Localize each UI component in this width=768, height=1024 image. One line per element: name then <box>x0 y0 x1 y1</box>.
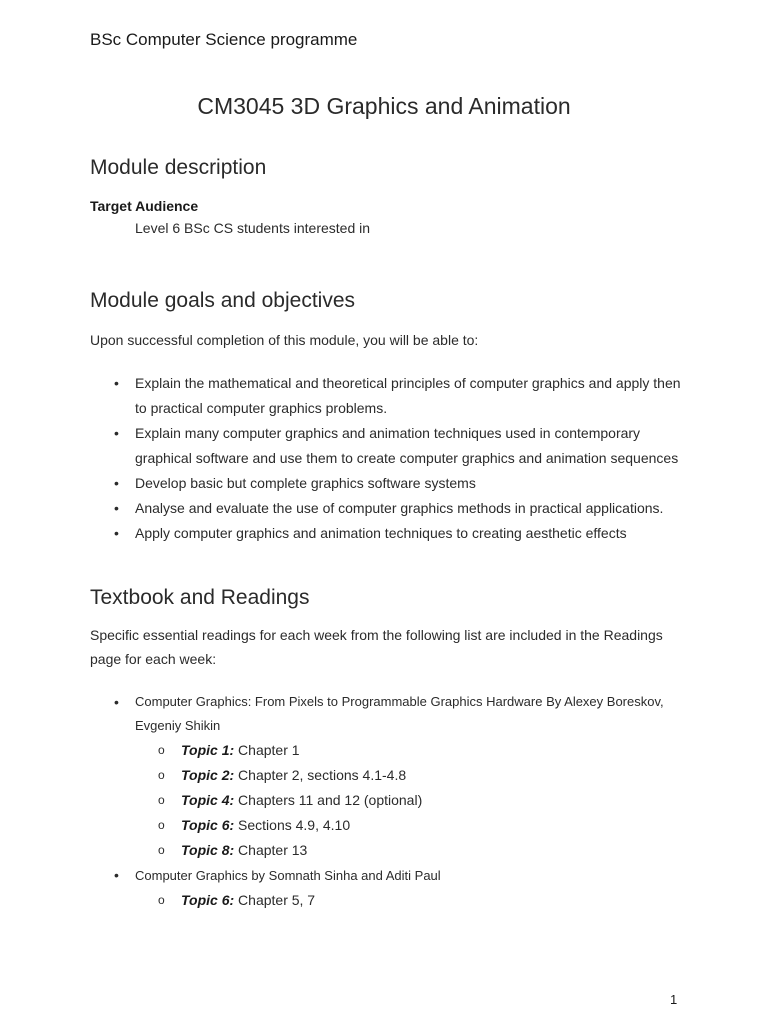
readings-intro: Specific essential readings for each week from the following list are included in the Readings page for each week: <box>90 627 663 667</box>
bullet-marker: • <box>114 694 119 710</box>
list-item <box>90 863 690 888</box>
page-number: 1 <box>670 992 678 1007</box>
list-item <box>90 496 690 521</box>
list-item <box>90 813 690 838</box>
sub-bullet-marker: o <box>158 743 165 757</box>
topic-text: Sections 4.9, 4.10 <box>234 817 351 833</box>
list-item <box>90 371 690 421</box>
goals-list <box>90 371 690 546</box>
topic-label: Topic 1: <box>181 742 235 758</box>
topic-label: Topic 8: <box>181 842 235 858</box>
target-audience-block <box>90 195 370 239</box>
readings-heading: Textbook and Readings <box>90 586 310 609</box>
bullet-marker: • <box>114 525 119 541</box>
book-title: Computer Graphics by Somnath Sinha and Aditi Paul <box>135 868 441 883</box>
sub-bullet-marker: o <box>158 818 165 832</box>
list-item <box>90 888 690 913</box>
topic-label: Topic 2: <box>181 767 235 783</box>
topic-text: Chapter 5, 7 <box>234 892 316 908</box>
bullet-marker: • <box>114 375 119 391</box>
topic-label: Topic 6: <box>181 892 235 908</box>
goal-text: Develop basic but complete graphics software systems <box>135 475 476 491</box>
book-topics-list <box>90 888 690 913</box>
topic-label: Topic 4: <box>181 792 235 808</box>
list-item <box>90 690 690 738</box>
list-item <box>90 738 690 863</box>
document-title: CM3045 3D Graphics and Animation <box>197 93 571 119</box>
list-item <box>90 763 690 788</box>
goal-text: Explain the mathematical and theoretical principles of computer graphics and apply then to practical computer graphics problems. <box>135 375 681 416</box>
list-item <box>90 788 690 813</box>
topic-text: Chapter 1 <box>234 742 300 758</box>
list-item <box>90 888 690 913</box>
topic-text: Chapter 2, sections 4.1-4.8 <box>234 767 407 783</box>
list-item <box>90 738 690 763</box>
goals-intro: Upon successful completion of this module, you will be able to: <box>90 332 479 348</box>
bullet-marker: • <box>114 425 119 441</box>
list-item <box>90 838 690 863</box>
target-audience-text: Level 6 BSc CS students interested in <box>135 220 371 236</box>
bullet-marker: • <box>114 475 119 491</box>
goal-text: Analyse and evaluate the use of computer graphics methods in practical applications. <box>135 500 664 516</box>
book-title: Computer Graphics: From Pixels to Programmable Graphics Hardware By Alexey Boreskov, Evgeniy Shikin <box>135 694 664 733</box>
bullet-marker: • <box>114 867 119 883</box>
sub-bullet-marker: o <box>158 768 165 782</box>
book-topics-list <box>90 738 690 863</box>
sub-bullet-marker: o <box>158 893 165 907</box>
readings-list <box>90 690 690 913</box>
topic-text: Chapter 13 <box>234 842 308 858</box>
topic-label: Topic 6: <box>181 817 235 833</box>
sub-bullet-marker: o <box>158 843 165 857</box>
running-header: BSc Computer Science programme <box>90 30 358 49</box>
list-item <box>90 471 690 496</box>
goals-heading: Module goals and objectives <box>90 289 356 312</box>
target-audience-label: Target Audience <box>90 198 199 214</box>
goal-text: Apply computer graphics and animation techniques to creating aesthetic effects <box>135 525 627 541</box>
bullet-marker: • <box>114 500 119 516</box>
module-description-heading: Module description <box>90 156 267 179</box>
list-item <box>90 421 690 471</box>
topic-text: Chapters 11 and 12 (optional) <box>234 792 423 808</box>
list-item <box>90 521 690 546</box>
goal-text: Explain many computer graphics and animation techniques used in contemporary graphical software and use them to create computer graphics and animation sequences <box>135 425 679 466</box>
sub-bullet-marker: o <box>158 793 165 807</box>
